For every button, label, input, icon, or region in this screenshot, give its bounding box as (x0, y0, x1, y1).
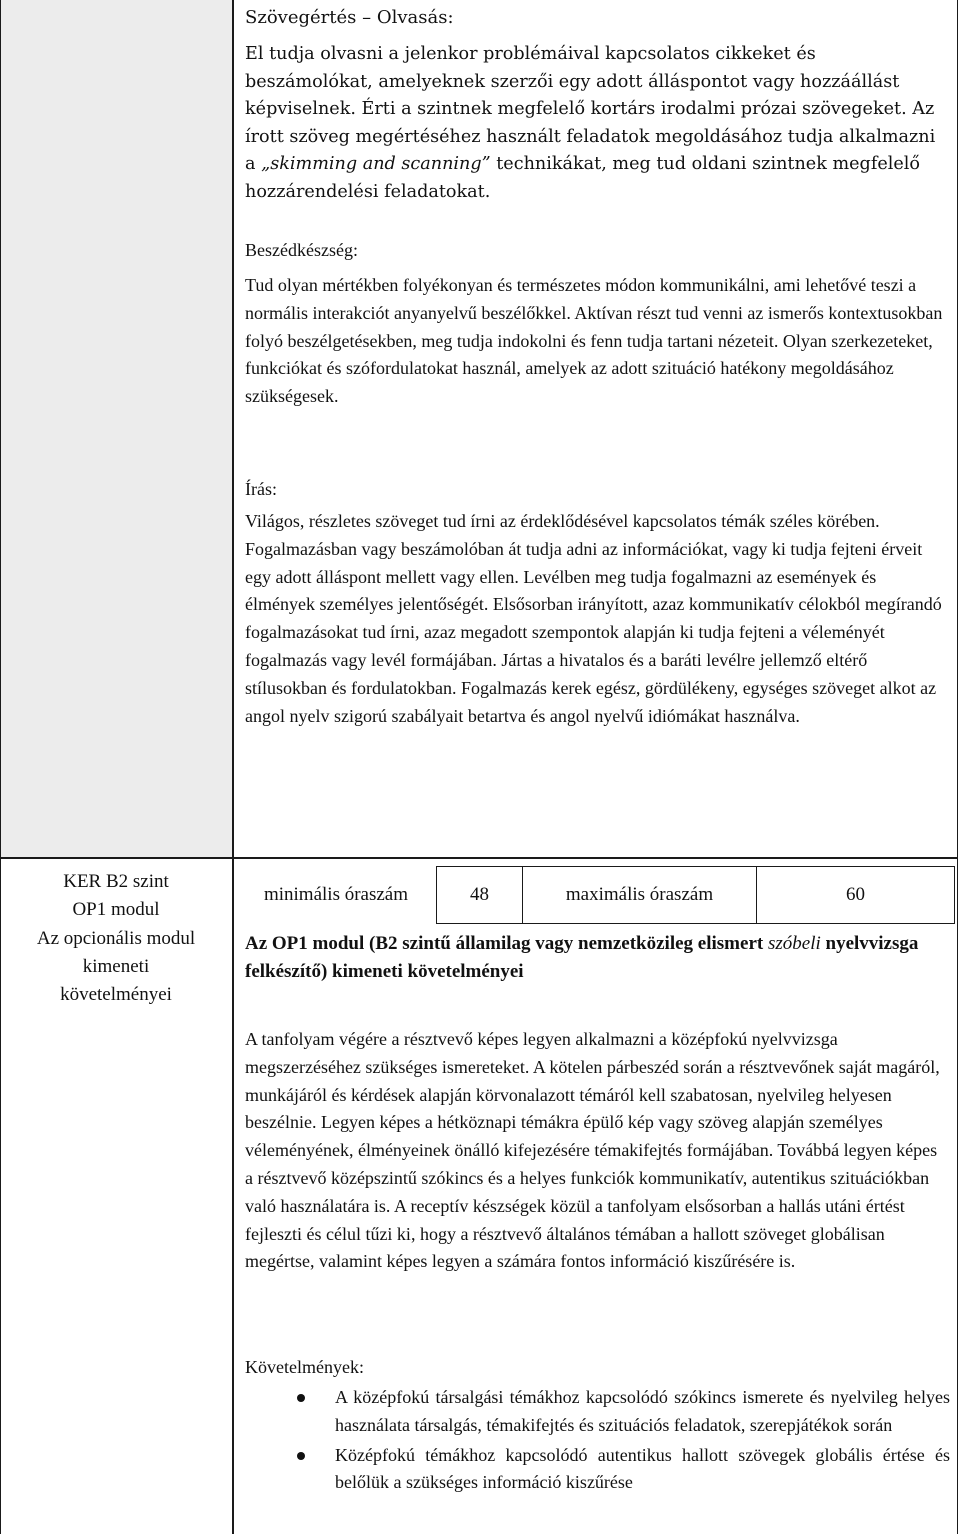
module-label-line: KER B2 szint (63, 871, 169, 892)
requirement-text: A középfokú társalgási témákhoz kapcsolódó szókincs ismerete és nyelvileg helyes használata társalgás, témakifejtés és szituációs feladatok, szerepjátékok során (335, 1387, 950, 1435)
requirements-list (245, 1384, 950, 1499)
requirement-text: Középfokú témákhoz kapcsolódó autentikus hallott szövegek globális értése és belőlük a szükséges információ kiszűrése (335, 1444, 950, 1493)
table-column-divider (232, 0, 234, 1534)
module-title-part2: nyelvvizsga felkészítő) kimeneti követelményei (245, 933, 919, 983)
reading-paragraph (245, 41, 945, 206)
bullet-icon (297, 1452, 305, 1460)
reading-heading: Szövegértés – Olvasás: (245, 7, 454, 28)
reading-text-part1: El tudja olvasni a jelenkor problémáival kapcsolatos cikkeket és beszámolókat, amelyeknek szerzői egy adott álláspontot vagy hozzáállást képviselnek. Érti a szintnek megfelelő kortárs irodalmi prózai szövegeket. Az írott szöveg megértéséhez használt feladatok megoldásához tudja alkalmazni a (245, 44, 936, 174)
speaking-paragraph: Tud olyan mértékben folyékonyan és természetes módon kommunikálni, ami lehetővé teszi a normális interakciót anyanyelvű beszélőkkel. Aktívan részt tud venni az ismerős kontextusokban folyó beszélgetésekben, meg tudja indokolni és fenn tudja tartani nézeteit. Olyan szerkezeteket, funkciókat és szófordulatokat használ, amelyek az adott szituáció hatékony megoldásához szükségesek. (245, 275, 943, 407)
requirements-heading: Követelmények: (245, 1357, 364, 1377)
writing-paragraph: Világos, részletes szöveget tud írni az érdeklődésével kapcsolatos témák széles körében. Fogalmazásban vagy beszámolóban át tudja adni az információkat, vagy ki tudja fejteni érveit egy adott álláspont mellett vagy ellen. Levélben meg tudja fogalmazni az események és élmények személyes jelentőségét. Elsősorban irányított, azaz kommunikatív célokból megírandó fogalmazásokat tud írni, azaz megadott szempontok alapján ki tudja fejteni a véleményét fogalmazás vagy levél formájában. Jártas a hivatalos és a baráti levélre jellemző eltérő stílusokban és fordulatokban. Fogalmazás kerek egész, gördülékeny, egységes szöveget alkot az angol nyelv szigorú szabályait betartva és angol nyelvű idiómákat használva. (245, 511, 942, 726)
reading-text-italic: „skimming and scanning” (261, 154, 491, 174)
speaking-heading: Beszédkészség: (245, 240, 358, 260)
list-item (245, 1442, 950, 1498)
module-label-line: kimeneti (82, 955, 150, 977)
max-hours-value: 60 (846, 884, 865, 905)
table-row-divider (0, 857, 958, 859)
list-item (245, 1384, 950, 1440)
table-border-left (0, 0, 1, 1534)
reading-text-part2: technikákat, meg tud oldani szintnek megfelelő hozzárendelési feladatokat. (245, 154, 921, 202)
module-title-part1: Az OP1 modul (B2 szintű államilag vagy nemzetközileg elismert (245, 933, 768, 954)
module-label-line: követelményei (60, 984, 172, 1006)
min-hours-label: minimális óraszám (263, 884, 409, 905)
module-body-paragraph: A tanfolyam végére a résztvevő képes legyen alkalmazni a középfokú nyelvvizsga megszerzéséhez szükséges ismereteket. A kötelen párbeszéd során a résztvevőnek saját magáról, munkájáról és kérdések alapján körvonalazott témáról kell szabatosan, nyelvileg helyesen beszélnie. Legyen képes a hétköznapi témákra épülő kép vagy szöveg alapján személyes véleményének, élményeinek önálló kifejezésére témakifejtés formájában. Továbbá legyen képes a résztvevő középszintű szókincs és a helyes funkciók kommunikatív, autentikus szituációkban való használatára is. A receptív készségek közül a tanfolyam elsősorban a hallás utáni értést fejleszti és célul tűzi ki, hogy a résztvevő általános témában a hallott szöveget globálisan megértse, valamint képes legyen a számára fontos információ kiszűrésére is. (245, 1029, 940, 1272)
max-hours-label: maximális óraszám (565, 884, 714, 905)
module-label-line: Az opcionális modul (36, 927, 196, 949)
bullet-icon (297, 1394, 305, 1402)
table-border-right (957, 0, 958, 1534)
writing-heading: Írás: (245, 479, 277, 499)
module-title (245, 930, 955, 987)
left-column-cell (0, 0, 232, 858)
module-label (0, 868, 232, 1009)
min-hours-value: 48 (470, 884, 489, 905)
module-label-line: OP1 modul (72, 899, 160, 921)
module-title-italic: szóbeli (767, 933, 821, 954)
hours-box-right (954, 866, 955, 924)
